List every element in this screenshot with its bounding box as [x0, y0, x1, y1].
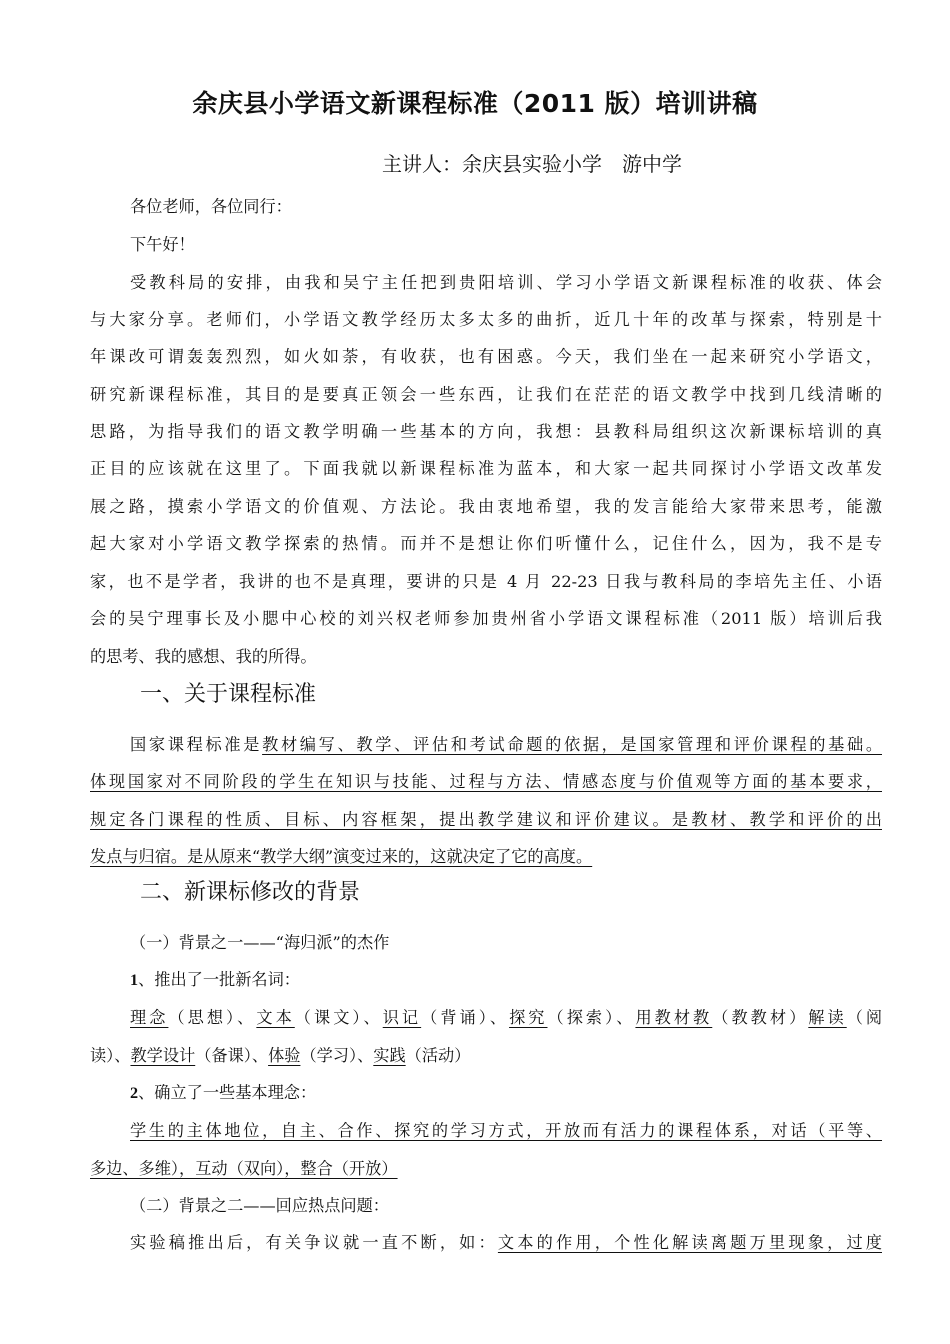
list-item-heading [130, 970, 882, 990]
paragraph-line: 思路，为指导我们的语文教学明确一些基本的方向，我想：县教科局组织这次新课标培训的真 [90, 422, 882, 441]
underlined-text: 体现国家对不同阶段的学生在知识与技能、过程与方法、情感态度与价值观等方面的基本要求， [90, 772, 882, 791]
paragraph-line: 正目的应该就在这里了。下面我就以新课程标准为蓝本，和大家一起共同探讨小学语文改革发 [90, 459, 882, 478]
concepts-line [130, 1121, 882, 1141]
document-title: 余庆县小学语文新课程标准（2011 版）培训讲稿 [192, 89, 758, 118]
list-item-heading [130, 1083, 882, 1103]
paragraph-line: 的思考、我的感想、我的所得。 [90, 647, 317, 666]
subsection-heading: （一）背景之一——“海归派”的杰作 [130, 933, 390, 952]
paragraph-line: 与大家分享。老师们，小学语文教学经历太多太多的曲折，近几十年的改革与探索，特别是十 [90, 310, 882, 329]
terms-line [90, 1046, 882, 1066]
term: 解读 [808, 1008, 847, 1027]
underlined-text: 发点与归宿。是从原来“教学大纲”演变过来的，这就决定了它的高度。 [90, 847, 593, 866]
paragraph-line: 家，也不是学者，我讲的也不是真理，要讲的只是 4 月 22-23 日我与教科局的李培先主任、小语 [90, 572, 882, 591]
paragraph-line: 年课改可谓轰轰烈烈，如火如荼，有收获，也有困惑。今天，我们坐在一起来研究小学语文， [90, 347, 882, 366]
concepts-line [90, 1159, 882, 1179]
underlined-text: 文本的作用，个性化解读离题万里现象，过度 [497, 1233, 882, 1252]
term: 用教材教 [635, 1008, 713, 1027]
terms-line [130, 1008, 882, 1028]
term-gloss: （课文）、 [294, 1008, 383, 1027]
term-gloss: （探索）、 [547, 1008, 636, 1027]
list-item-text: 、推出了一批新名词： [138, 970, 300, 989]
paragraph-line: 研究新课程标准，其目的是要真正领会一些东西，让我们在茫茫的语文教学中找到几线清晰的 [90, 385, 882, 404]
greeting-line: 各位老师，各位同行： [130, 197, 292, 216]
list-number: 1 [130, 971, 139, 989]
term: 探究 [509, 1008, 548, 1027]
term-gloss: （教教材） [712, 1008, 809, 1027]
term-gloss: （活动） [405, 1046, 471, 1065]
term: 理念 [130, 1008, 169, 1027]
term-gloss: （学习）、 [300, 1046, 374, 1065]
paragraph-line [90, 810, 882, 830]
paragraph-line: 展之路，摸索小学语文的价值观、方法论。我由衷地希望，我的发言能给大家带来思考，能激 [90, 497, 882, 516]
term-gloss: （阅 [846, 1008, 882, 1027]
speaker-line: 主讲人：余庆县实验小学 游中学 [382, 152, 682, 176]
term: 教学设计 [130, 1046, 196, 1065]
body-line [130, 1233, 882, 1253]
paragraph-line: 起大家对小学语文教学探索的热情。而并不是想让你们听懂什么，记住什么，因为，我不是专 [90, 534, 882, 553]
term: 实践 [373, 1046, 406, 1065]
section-heading: 二、新课标修改的背景 [140, 880, 361, 905]
term-gloss: （背诵）、 [421, 1008, 510, 1027]
body-text: 实验稿推出后，有关争议就一直不断，如： [130, 1233, 498, 1252]
underlined-text: 学生的主体地位，自主、合作、探究的学习方式，开放而有活力的课程体系，对话（平等、 [130, 1121, 882, 1140]
greeting-line: 下午好！ [130, 235, 195, 254]
underlined-text: 教材编写、教学、评估和考试命题的依据，是国家管理和评价课程的基础。 [262, 735, 882, 754]
list-number: 2 [130, 1084, 139, 1102]
paragraph-line [130, 735, 882, 755]
term: 文本 [256, 1008, 295, 1027]
paragraph-line: 受教科局的安排，由我和吴宁主任把到贵阳培训、学习小学语文新课程标准的收获、体会 [130, 273, 882, 292]
body-text: 国家课程标准是 [130, 735, 263, 754]
paragraph-line [90, 847, 882, 867]
term: 体验 [268, 1046, 301, 1065]
subsection-heading: （二）背景之二——回应热点问题： [130, 1196, 389, 1215]
term-gloss: 读）、 [90, 1046, 131, 1065]
term-gloss: （备课）、 [195, 1046, 269, 1065]
paragraph-line [90, 772, 882, 792]
term-gloss: （思想）、 [168, 1008, 257, 1027]
underlined-text: 规定各门课程的性质、目标、内容框架，提出教学建议和评价建议。是教材、教学和评价的出 [90, 810, 882, 829]
list-item-text: 、确立了一些基本理念： [138, 1083, 317, 1102]
underlined-text: 多边、多维），互动（双向），整合（开放） [90, 1159, 398, 1178]
term: 识记 [382, 1008, 422, 1027]
section-heading: 一、关于课程标准 [140, 682, 317, 707]
paragraph-line: 会的吴宁理事长及小腮中心校的刘兴权老师参加贵州省小学语文课程标准（2011 版）培训后我 [90, 609, 882, 628]
